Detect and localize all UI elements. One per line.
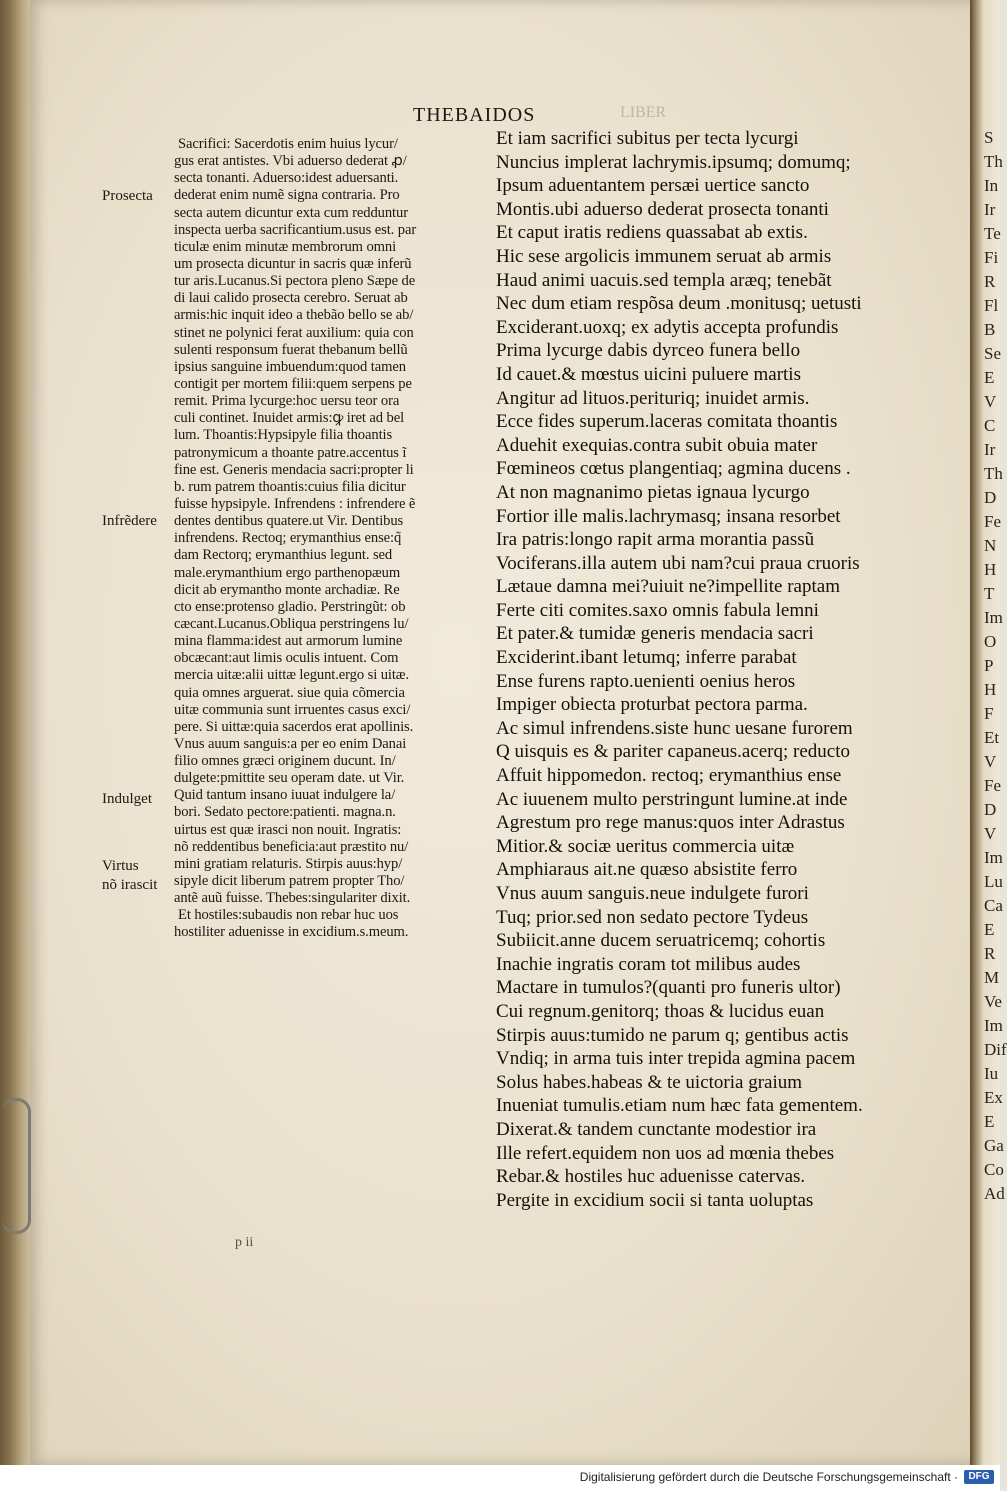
commentary-line: antẽ auũ fuisse. Thebes:singulariter dixit. [174, 890, 411, 907]
commentary-line: mercia uitæ:alii uittæ legunt.ergo si uitæ. [174, 667, 409, 684]
facing-page-letter: V [984, 752, 997, 771]
verse-line: Lætaue damna mei?uiuit ne?impellite raptam [496, 576, 840, 598]
footer-bar [0, 1465, 1000, 1491]
facing-page-letter: H [984, 680, 997, 699]
commentary-line: dulgete:pmittite seu operam date. ut Vir. [174, 770, 405, 787]
facing-page-letter: Te [984, 224, 1001, 243]
facing-page-letter: Ex [984, 1088, 1003, 1107]
verse-line: Ac simul infrendens.siste hunc uesane furorem [496, 717, 853, 739]
commentary-line: obcæcant:aut limis oculis intuent. Com [174, 650, 399, 667]
verse-line: Amphiaraus ait.ne quæso absistite ferro [496, 859, 798, 881]
facing-page-letter: E [984, 1112, 995, 1131]
commentary-line: dentes dentibus quatere.ut Vir. Dentibus [174, 513, 404, 530]
verse-line: Vociferans.illa autem ubi nam?cui praua cruoris [496, 552, 860, 574]
verse-line: Ac iuuenem multo perstringunt lumine.at inde [496, 788, 848, 810]
verse-line: Angitur ad lituos.perituriq; inuidet armis. [496, 387, 810, 409]
verse-line: Hic sese argolicis immunem seruat ab armis [496, 245, 832, 267]
verse-line: Mitior.& sociæ ueritus commercia uitæ [496, 835, 795, 857]
verse-line: Impiger obiecta proturbat pectora parma. [496, 694, 808, 716]
facing-page-letter: R [984, 272, 996, 291]
facing-page-letter: P [984, 656, 994, 675]
commentary-line: Quid tantum insano iuuat indulgere la/ [174, 787, 396, 804]
commentary-line: mini gratiam relaturis. Stirpis auus:hyp/ [174, 855, 403, 872]
commentary-line: cto ense:protenso gladio. Perstringũt: ob [174, 598, 406, 615]
verse-line: Aduehit exequias.contra subit obuia mater [496, 434, 818, 456]
verse-line: Vndiq; in arma tuis inter trepida agmina pacem [496, 1048, 856, 1070]
facing-page-letter: Ve [984, 992, 1002, 1011]
commentary-line: contigit per mortem filii:quem serpens pe [174, 375, 412, 392]
facing-page-letter: Ga [984, 1136, 1004, 1155]
facing-page-letter: Dif [984, 1040, 1007, 1059]
verse-line: Fœmineos cœtus plangentiaq; agmina ducens . [496, 458, 851, 480]
margin-note-indulget: Indulget [102, 791, 152, 807]
facing-page-letter: H [984, 560, 997, 579]
facing-page-letter: Fl [984, 296, 999, 315]
facing-page-letter: Ca [984, 896, 1003, 915]
commentary-line: ticulæ enim minutæ membrorum omni [174, 238, 397, 255]
commentary-line: quia omnes arguerat. siue quia cõmercia [174, 684, 405, 701]
commentary-line: hostiliter aduenisse in excidium.s.meum. [174, 924, 409, 941]
commentary-line: nõ reddentibus beneficia:aut præstito nu/ [174, 838, 409, 855]
commentary-line: sulenti responsum fuerat thebanum bellũ [174, 341, 408, 358]
verse-line: Tuq; prior.sed non sedato pectore Tydeus [496, 906, 809, 928]
facing-page-letter: Th [984, 152, 1003, 171]
verse-line: Ipsum aduentantem persæi uertice sancto [496, 175, 810, 197]
commentary-line: di laui calido prosecta cerebro. Seruat ab [174, 290, 408, 307]
commentary-line: culi continet. Inuidet armis:ꝙ iret ad bel [174, 410, 405, 427]
commentary-line: armis:hic inquit ideo a thebão bello se ab/ [174, 307, 414, 324]
facing-page-letter: D [984, 800, 997, 819]
verse-line: Solus habes.habeas & te uictoria graium [496, 1071, 803, 1093]
facing-page-letter: Fe [984, 776, 1001, 795]
verse-line: Affuit hippomedon. rectoq; erymanthius ense [496, 765, 842, 787]
commentary-line: filio omnes græci originem ducunt. In/ [174, 753, 396, 770]
show-through-head: LIBER [620, 104, 667, 121]
margin-note-prosecta: Prosecta [102, 188, 153, 204]
verse-line: Ecce fides superum.laceras comitata thoantis [496, 411, 838, 433]
verse-line: Vnus auum sanguis.neue indulgete furori [496, 883, 809, 904]
commentary-line: gus erat antistes. Vbi aduerso dederat ꝓ/ [174, 153, 407, 170]
verse-line: Ille refert.equidem non uos ad mœnia thebes [496, 1142, 835, 1164]
facing-page-letter: B [984, 320, 996, 339]
facing-page-letter: In [984, 176, 999, 195]
commentary-line: Vnus auum sanguis:a per eo enim Danai [174, 735, 407, 752]
verse-line: Exciderant.uoxq; ex adytis accepta profundis [496, 316, 839, 338]
commentary-line: bori. Sedato pectore:patienti. magna.n. [174, 804, 396, 821]
commentary-line: pere. Si uittæ:quia sacerdos erat apollinis. [174, 718, 414, 735]
commentary-line: tur aris.Lucanus.Si pectora pleno Sæpe de [174, 273, 416, 290]
commentary-line: stinet ne polynici ferat auxilium: quia con [174, 324, 414, 341]
verse-line: Nuncius implerat lachrymis.ipsumq; domumq; [496, 151, 851, 173]
verse-line: Nec dum etiam respõsa deum .monitusq; uetusti [496, 293, 862, 315]
facing-page-letter: M [984, 968, 1000, 987]
facing-page-letter: Iu [984, 1064, 999, 1083]
verse-line: Inachie ingratis coram tot milibus audes [496, 953, 801, 975]
facing-page-letter: O [984, 632, 997, 651]
verse-line: Et iam sacrifici subitus per tecta lycurgi [496, 128, 799, 149]
margin-note-virtus: Virtus [102, 858, 139, 874]
facing-page-letter: Ir [984, 440, 996, 459]
verse-line: Ira patris:longo rapit arma morantia passũ [496, 529, 815, 551]
facing-page-letter: Ad [984, 1184, 1005, 1203]
commentary-line: mina flamma:idest aut armorum lumine [174, 633, 403, 650]
verse-line: Inueniat tumulis.etiam num hæc fata gementem. [496, 1095, 863, 1117]
facing-page-letter: Et [984, 728, 1000, 747]
facing-page-letter: Se [984, 344, 1001, 363]
verse-line: Et pater.& tumidæ generis mendacia sacri [496, 623, 814, 645]
facing-page-edge [970, 0, 1007, 1465]
commentary-line: ipsius sanguine imbuendum:quod tamen [174, 358, 406, 375]
commentary-line: fine est. Generis mendacia sacri:propter li [174, 461, 414, 478]
verse-line: Subiicit.anne ducem seruatricemq; cohortis [496, 930, 826, 952]
facing-page-letter: Fi [984, 248, 999, 267]
commentary-line: secta tonanti. Aduerso:idest aduersanti. [174, 170, 399, 187]
commentary-column [174, 136, 484, 942]
verse-line: Prima lycurge dabis dyrceo funera bello [496, 340, 801, 362]
facing-page-letter: Im [984, 1016, 1003, 1035]
verse-line: Agrestum pro rege manus:quos inter Adrastus [496, 812, 845, 834]
facing-page-letter: D [984, 488, 997, 507]
verse-line: Cui regnum.genitorq; thoas & lucidus euan [496, 1000, 825, 1022]
verse-line: Et caput iratis rediens quassabat ab extis. [496, 222, 808, 244]
facing-page-letter: Th [984, 464, 1003, 483]
commentary-line: uirtus est quæ irasci non nouit. Ingratis: [174, 821, 402, 838]
commentary-line: lum. Thoantis:Hypsipyle filia thoantis [174, 427, 393, 444]
facing-page-letter: V [984, 824, 997, 843]
commentary-line: dederat enim numẽ signa contraria. Pro [174, 187, 400, 204]
verse-line: Ense furens rapto.uenienti oenius heros [496, 670, 796, 692]
facing-page-letter: Im [984, 608, 1003, 627]
facing-page-letter: E [984, 920, 995, 939]
verse-line: Id cauet.& mœstus uicini puluere martis [496, 363, 801, 385]
running-head: THEBAIDOS [413, 104, 536, 126]
commentary-line: male.erymanthium ergo parthenopæum [174, 564, 401, 581]
footer-credit: Digitalisierung gefördert durch die Deutsche Forschungsgemeinschaft · [579, 1470, 958, 1484]
commentary-line: uitæ communia sunt irruentes casus exci/ [174, 701, 411, 718]
facing-page-letter: Fe [984, 512, 1001, 531]
margin-note-non-irascit: nõ irascit [102, 877, 158, 893]
commentary-line: Et hostiles:subaudis non rebar huc uos [178, 907, 399, 924]
verse-line: At non magnanimo pietas ignaua lycurgo [496, 481, 810, 503]
commentary-line: fuisse hypsipyle. Infrendens : infrendere ẽ [174, 495, 416, 512]
verse-line: Haud animi uacuis.sed templa aræq; tenebãt [496, 269, 832, 291]
book-spine-edge [0, 0, 30, 1465]
commentary-line: infrendens. Rectoq; erymanthius ense:q̃ [174, 530, 402, 547]
commentary-line: secta autem dicuntur exta cum redduntur [174, 204, 408, 221]
commentary-line: um prosecta dicuntur in sacris quæ inferũ [174, 255, 412, 272]
facing-page-letter: T [984, 584, 995, 603]
commentary-line: patronymicum a thoante patre.accentus ĩ [174, 444, 407, 461]
verse-line: Exciderint.ibant letumq; inferre parabat [496, 647, 797, 669]
facing-page-letter: F [984, 704, 994, 723]
facing-page-letter: E [984, 368, 995, 387]
dfg-logo: DFG [964, 1470, 994, 1484]
page-clip [2, 1098, 31, 1234]
facing-page-letter: V [984, 392, 997, 411]
facing-page-letter: N [984, 536, 997, 555]
facing-page-letter: S [984, 128, 994, 147]
facing-page-letter: Ir [984, 200, 996, 219]
commentary-line: b. rum patrem thoantis:cuius filia dicitur [174, 478, 406, 495]
commentary-line: sipyle dicit liberum patrem propter Tho/ [174, 873, 405, 890]
commentary-line: remit. Prima lycurge:hoc uersu teor ora [174, 393, 400, 410]
commentary-line: inspecta uerba sacrificantium.usus est. par [174, 221, 417, 238]
facing-page-letter: C [984, 416, 996, 435]
verse-column [496, 127, 916, 1212]
facing-page-letter: Im [984, 848, 1003, 867]
margin-note-infrendere: Infrẽdere [102, 513, 157, 529]
verse-line: Q uisquis es & pariter capaneus.acerq; reducto [496, 741, 851, 763]
commentary-line: dam Rectorq; erymanthius legunt. sed [174, 547, 393, 564]
commentary-line: Sacrifici: Sacerdotis enim huius lycur/ [178, 136, 398, 152]
facing-page-letter: Lu [984, 872, 1003, 891]
verse-line: Ferte citi comites.saxo omnis fabula lemni [496, 599, 819, 621]
verse-line: Stirpis auus:tumido ne parum q; gentibus actis [496, 1024, 849, 1046]
verse-line: Fortior ille malis.lachrymasq; insana resorbet [496, 505, 841, 527]
facing-page-letter: Co [984, 1160, 1004, 1179]
commentary-line: dicit ab erymantho monte archadiæ. Re [174, 581, 400, 598]
verse-line: Montis.ubi aduerso dederat prosecta tonanti [496, 198, 829, 220]
facing-page-letter: R [984, 944, 996, 963]
verse-line: Rebar.& hostiles huc aduenisse catervas. [496, 1166, 806, 1188]
verse-line: Mactare in tumulos?(quanti pro funeris ultor) [496, 977, 841, 999]
folio-mark: p ii [235, 1235, 254, 1250]
commentary-line: cæcant.Lucanus.Obliqua perstringens lu/ [174, 615, 409, 632]
verse-line: Pergite in excidium socii si tanta uoluptas [496, 1189, 814, 1211]
verse-line: Dixerat.& tandem cunctante modestior ira [496, 1118, 817, 1140]
